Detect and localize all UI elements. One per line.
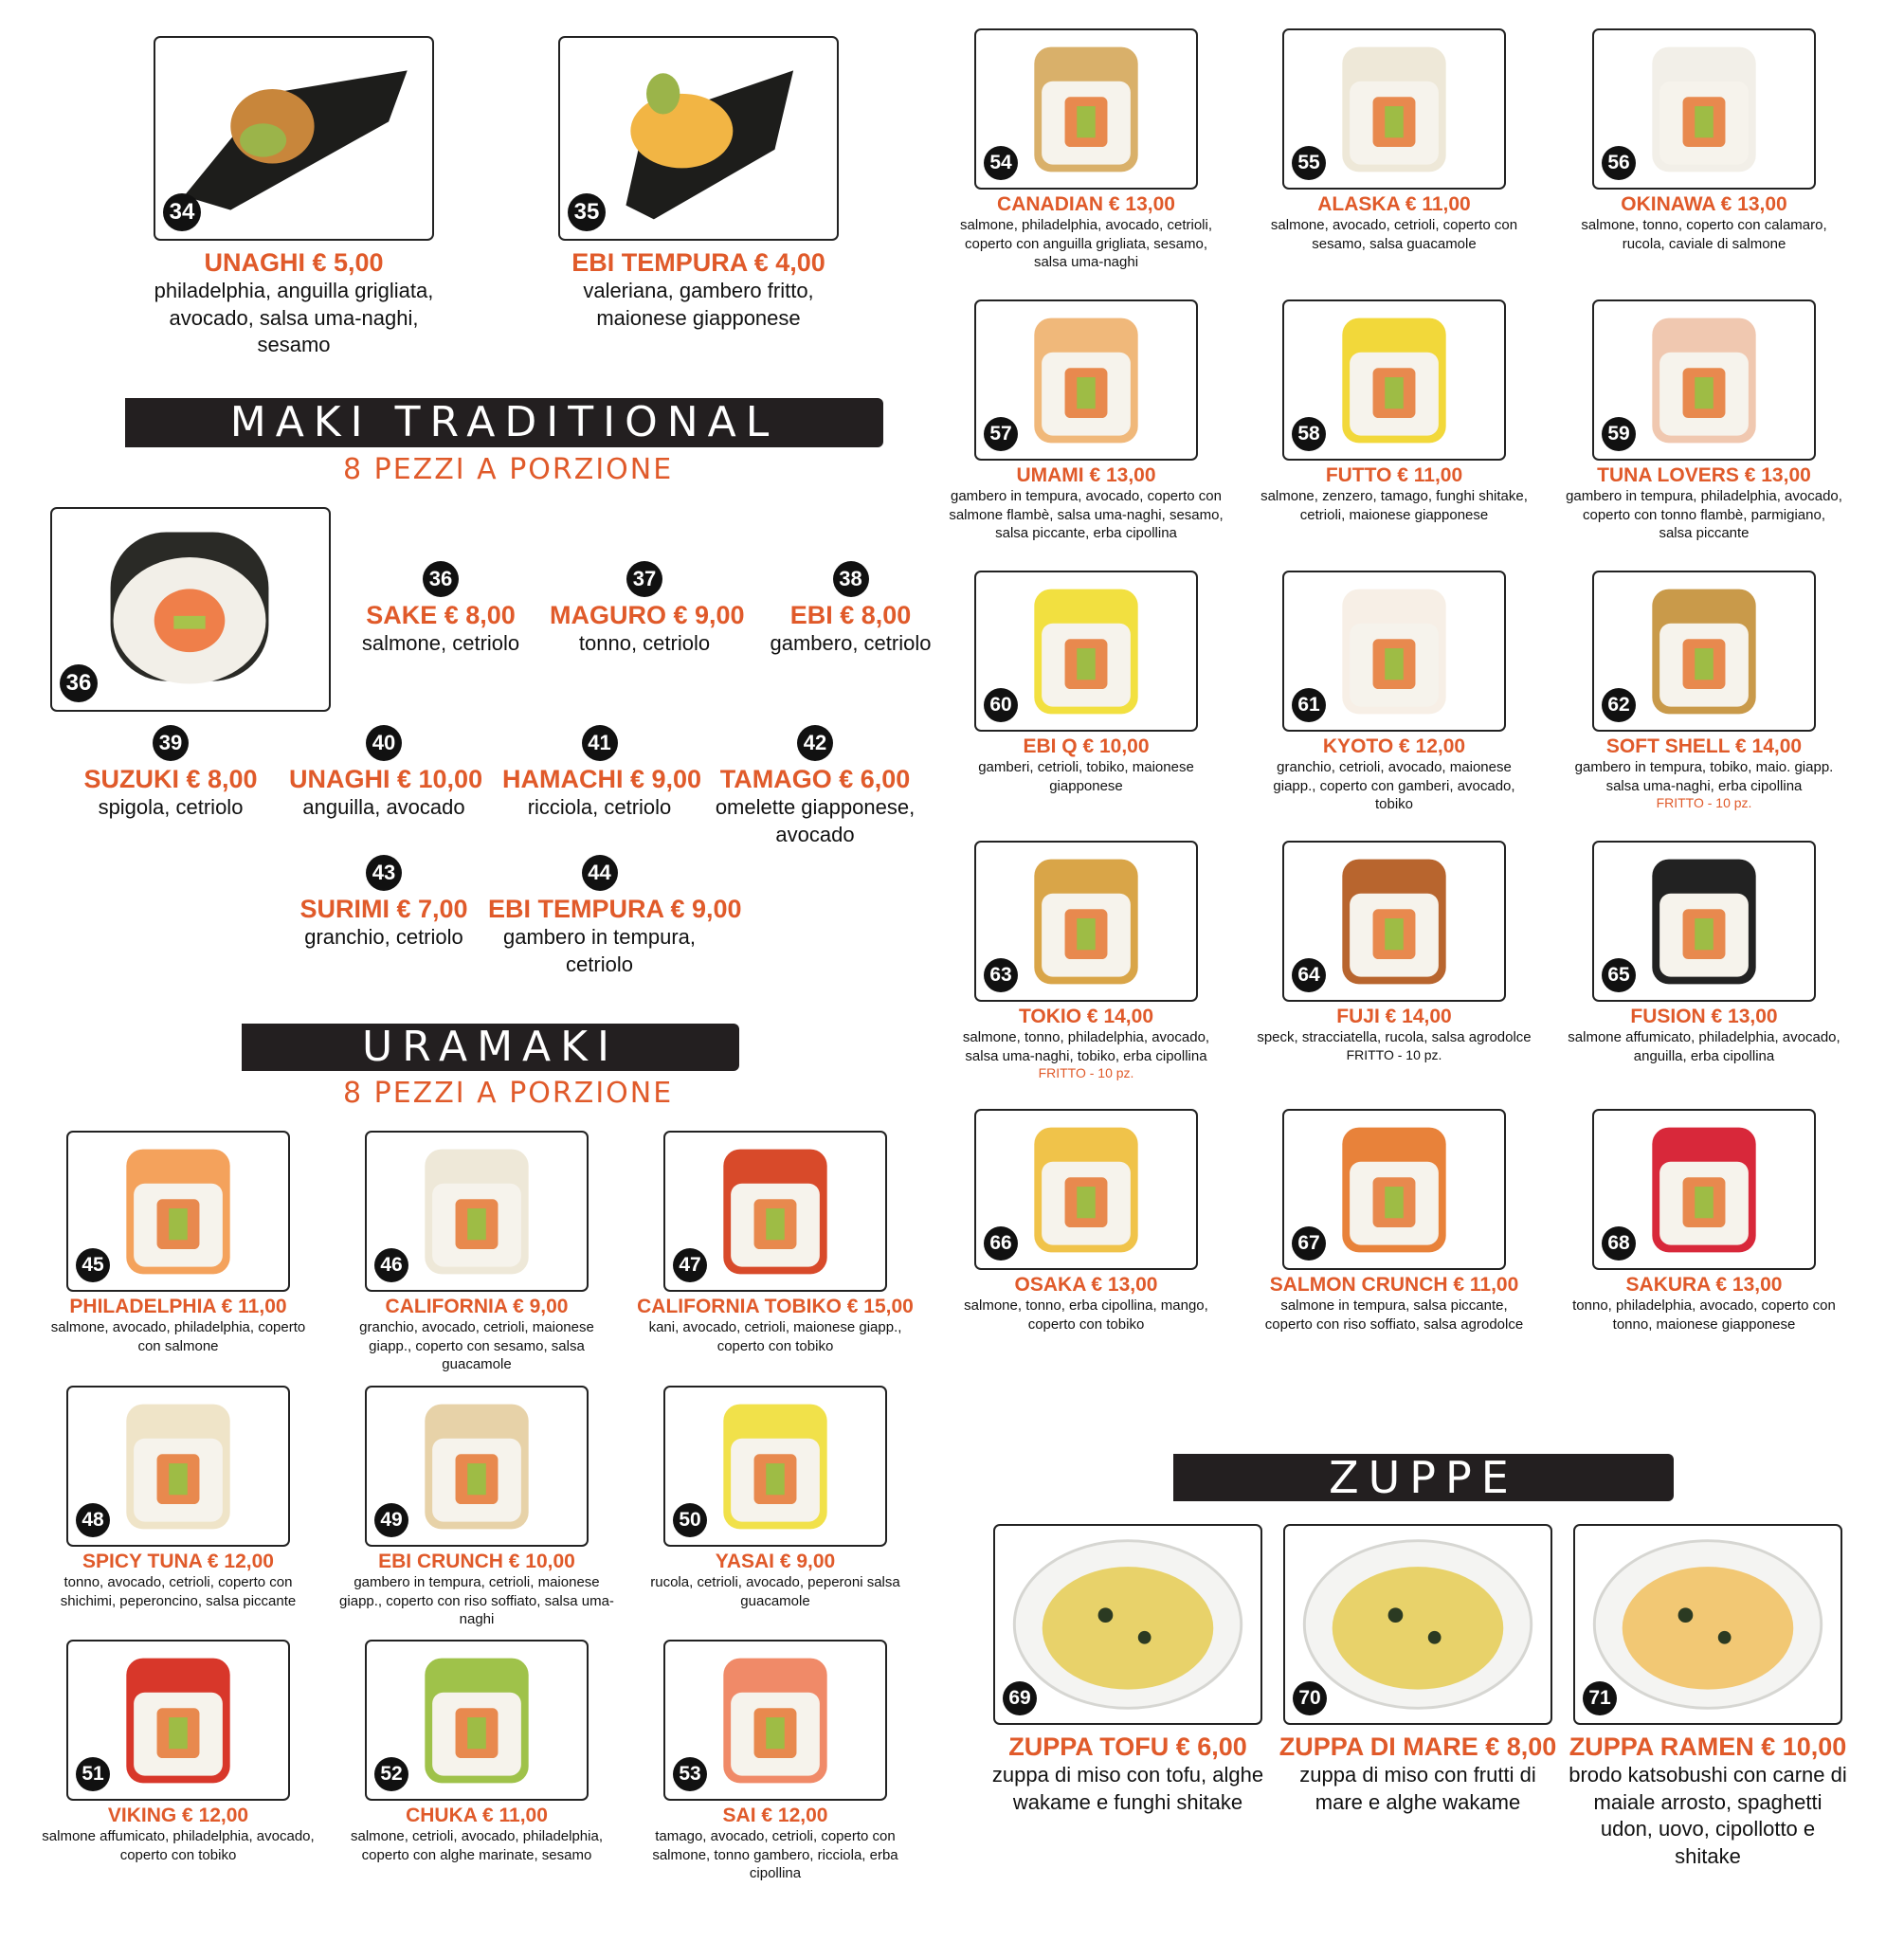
item-title: FUTTO € 11,00 [1325, 464, 1463, 486]
item-description: salmone, philadelphia, avocado, cetrioli, coperto con anguilla grigliata, sesamo, salsa uma-naghi [960, 217, 1212, 270]
item-description: zuppa di miso con frutti di mare e alghe wakame [1299, 1763, 1536, 1814]
item-description: brodo katsobushi con carne di maiale arrosto, spaghetti udon, uovo, cipollotto e shitake [1569, 1763, 1847, 1868]
item-number-badge: 56 [1602, 146, 1636, 180]
menu-item-42 [706, 725, 924, 848]
item-description: gamberi, cetrioli, tobiko, maionese giapponese [978, 759, 1194, 794]
item-title: ZUPPA TOFU € 6,00 [1008, 1732, 1247, 1761]
temaki-photo [558, 36, 839, 241]
maki-subheading: 8 PEZZI A PORZIONE [343, 453, 674, 486]
uramaki-photo [663, 1386, 887, 1547]
uramaki-photo [1592, 28, 1816, 190]
item-number-badge: 57 [984, 417, 1018, 451]
menu-item-34 [142, 36, 445, 359]
item-number-badge: 55 [1292, 146, 1326, 180]
uramaki-photo [365, 1386, 589, 1547]
uramaki-photo [663, 1640, 887, 1801]
uramaki-photo [1592, 299, 1816, 461]
menu-item-68 [1566, 1109, 1842, 1333]
item-description: valeriana, gambero fritto, maionese giapponese [583, 279, 814, 330]
fried-note: FRITTO - 10 pz. [1656, 795, 1752, 810]
uramaki-photo [66, 1131, 290, 1292]
item-number-badge: 70 [1293, 1681, 1327, 1715]
menu-item-57 [948, 299, 1224, 543]
menu-item-69 [988, 1524, 1268, 1816]
item-title: SAI € 12,00 [722, 1805, 828, 1826]
item-description: gambero in tempura, cetrioli, maionese giapp., coperto con riso soffiato, salsa uma-naghi [339, 1574, 614, 1627]
menu-item-55 [1256, 28, 1532, 253]
item-number-badge: 64 [1292, 958, 1326, 992]
menu-item-43 [289, 855, 479, 952]
item-number-badge: 45 [76, 1248, 110, 1282]
menu-item-44 [488, 855, 742, 978]
item-description: salmone, avocado, cetrioli, coperto con sesamo, salsa guacamole [1270, 217, 1518, 252]
menu-item-61 [1256, 571, 1532, 814]
item-number-badge: 67 [1292, 1226, 1326, 1261]
item-description: salmone affumicato, philadelphia, avocado, anguilla, erba cipollina [1568, 1029, 1841, 1064]
item-title: OKINAWA € 13,00 [1621, 193, 1787, 215]
item-description: salmone, cetrioli, avocado, philadelphia, coperto con alghe marinate, sesamo [351, 1828, 603, 1863]
menu-item-35 [542, 36, 855, 332]
uramaki-photo [365, 1131, 589, 1292]
item-description: philadelphia, anguilla grigliata, avocado, salsa uma-naghi, sesamo [154, 279, 434, 357]
menu-item-49 [338, 1386, 615, 1629]
item-description: granchio, cetrioli, avocado, maionese giapp., coperto con gamberi, avocado, tobiko [1273, 759, 1515, 812]
uramaki-photo [974, 28, 1198, 190]
item-title: OSAKA € 13,00 [1014, 1274, 1158, 1296]
item-title: UNAGHI € 5,00 [204, 248, 384, 277]
menu-item-51 [40, 1640, 317, 1864]
maki-photo [50, 507, 331, 712]
menu-item-45 [40, 1131, 317, 1355]
fried-note: FRITTO - 10 pz. [1346, 1046, 1442, 1062]
uramaki-photo [974, 299, 1198, 461]
item-number-badge: 49 [374, 1503, 408, 1537]
item-title: SUZUKI € 8,00 [83, 765, 258, 793]
uramaki-photo [1282, 28, 1506, 190]
uramaki-photo [1592, 1109, 1816, 1270]
item-title: CALIFORNIA TOBIKO € 15,00 [637, 1296, 914, 1317]
item-title: UMAMI € 13,00 [1016, 464, 1156, 486]
item-title: SPICY TUNA € 12,00 [82, 1551, 274, 1572]
item-description: gambero in tempura, tobiko, maio. giapp. salsa uma-naghi, erba cipollina [1574, 759, 1834, 794]
menu-item-37 [550, 561, 745, 658]
menu-item-54 [948, 28, 1224, 272]
soup-photo [1283, 1524, 1552, 1725]
zuppe-heading: ZUPPE [1173, 1454, 1674, 1501]
item-title: CANADIAN € 13,00 [997, 193, 1175, 215]
item-number-badge: 39 [153, 725, 189, 761]
item-number-badge: 51 [76, 1757, 110, 1791]
uramaki-photo [1282, 1109, 1506, 1270]
item-title: TOKIO € 14,00 [1018, 1006, 1154, 1027]
item-title: VIKING € 12,00 [107, 1805, 249, 1826]
item-description: tonno, philadelphia, avocado, coperto con tonno, maionese giapponese [1572, 1297, 1836, 1333]
item-number-badge: 41 [582, 725, 618, 761]
item-title: PHILADELPHIA € 11,00 [69, 1296, 287, 1317]
item-title: KYOTO € 12,00 [1322, 735, 1466, 757]
uramaki-photo [974, 1109, 1198, 1270]
item-number-badge: 59 [1602, 417, 1636, 451]
uramaki-photo [974, 571, 1198, 732]
item-number-badge: 47 [673, 1248, 707, 1282]
item-description: salmone, zenzero, tamago, funghi shitake, cetrioli, maionese giapponese [1260, 488, 1528, 523]
menu-item-39 [81, 725, 261, 822]
item-number-badge: 38 [833, 561, 869, 597]
menu-item-36 [355, 561, 526, 658]
item-description: gambero in tempura, avocado, coperto con salmone flambè, salsa uma-naghi, sesamo, salsa piccante, erba cipollina [949, 488, 1224, 541]
menu-item-66 [948, 1109, 1224, 1333]
item-description: salmone, tonno, erba cipollina, mango, coperto con tobiko [964, 1297, 1208, 1333]
menu-item-58 [1256, 299, 1532, 524]
uramaki-photo [66, 1640, 290, 1801]
item-number-badge: 43 [366, 855, 402, 891]
item-title: FUSION € 13,00 [1630, 1006, 1778, 1027]
uramaki-photo [1592, 841, 1816, 1002]
item-title: EBI Q € 10,00 [1023, 735, 1150, 757]
item-description: granchio, avocado, cetrioli, maionese giapp., coperto con sesamo, salsa guacamole [359, 1319, 594, 1372]
uramaki-photo [365, 1640, 589, 1801]
item-number-badge: 52 [374, 1757, 408, 1791]
item-number-badge: 46 [374, 1248, 408, 1282]
item-number-badge: 53 [673, 1757, 707, 1791]
item-description: omelette giapponese, avocado [715, 795, 916, 846]
uramaki-photo [1592, 571, 1816, 732]
menu-item-60 [948, 571, 1224, 795]
menu-item-56 [1566, 28, 1842, 253]
uramaki-subheading: 8 PEZZI A PORZIONE [343, 1077, 674, 1110]
menu-item-41 [502, 725, 702, 822]
item-description: ricciola, cetriolo [527, 795, 672, 819]
item-title: FUJI € 14,00 [1336, 1006, 1452, 1027]
item-title: TUNA LOVERS € 13,00 [1597, 464, 1811, 486]
uramaki-photo [1282, 571, 1506, 732]
item-description: salmone, avocado, philadelphia, coperto con salmone [50, 1319, 306, 1354]
item-number-badge: 34 [163, 193, 201, 231]
temaki-photo [154, 36, 434, 241]
item-title: SAKE € 8,00 [366, 601, 516, 629]
item-number-badge: 44 [582, 855, 618, 891]
item-number-badge: 63 [984, 958, 1018, 992]
uramaki-photo [663, 1131, 887, 1292]
fried-note: FRITTO - 10 pz. [1038, 1065, 1134, 1080]
item-description: tonno, cetriolo [578, 631, 711, 655]
item-description: tonno, avocado, cetrioli, coperto con shichimi, peperoncino, salsa piccante [60, 1574, 297, 1609]
item-title: ALASKA € 11,00 [1317, 193, 1471, 215]
item-title: ZUPPA RAMEN € 10,00 [1569, 1732, 1847, 1761]
uramaki-photo [1282, 299, 1506, 461]
item-description: gambero, cetriolo [770, 631, 932, 655]
menu-item-71 [1568, 1524, 1848, 1870]
item-description: gambero in tempura, cetriolo [503, 925, 696, 976]
item-description: salmone in tempura, salsa piccante, coperto con riso soffiato, salsa agrodolce [1264, 1297, 1524, 1333]
uramaki-heading: URAMAKI [242, 1024, 739, 1071]
item-title: CALIFORNIA € 9,00 [385, 1296, 569, 1317]
menu-item-59 [1566, 299, 1842, 543]
menu-item-47 [637, 1131, 914, 1355]
item-number-badge: 60 [984, 688, 1018, 722]
item-title: HAMACHI € 9,00 [502, 765, 702, 793]
item-number-badge: 71 [1583, 1681, 1617, 1715]
item-title: SAKURA € 13,00 [1625, 1274, 1783, 1296]
menu-item-53 [637, 1640, 914, 1883]
menu-item-46 [338, 1131, 615, 1374]
item-title: UNAGHI € 10,00 [289, 765, 483, 793]
item-title: EBI € 8,00 [789, 601, 912, 629]
menu-item-67 [1256, 1109, 1532, 1333]
item-description: granchio, cetriolo [304, 925, 463, 949]
uramaki-photo [66, 1386, 290, 1547]
item-title: SOFT SHELL € 14,00 [1605, 735, 1803, 757]
menu-item-63 [948, 841, 1224, 1080]
item-title: EBI TEMPURA € 9,00 [488, 895, 742, 923]
item-description: spigola, cetriolo [98, 795, 244, 819]
menu-item-48 [40, 1386, 317, 1610]
item-number-badge: 42 [797, 725, 833, 761]
item-title: YASAI € 9,00 [715, 1551, 836, 1572]
item-number-badge: 36 [423, 561, 459, 597]
item-number-badge: 36 [60, 664, 98, 702]
item-number-badge: 54 [984, 146, 1018, 180]
item-number-badge: 62 [1602, 688, 1636, 722]
menu-item-64 [1256, 841, 1532, 1062]
menu-item-38 [758, 561, 943, 658]
soup-photo [993, 1524, 1262, 1725]
item-description: kani, avocado, cetrioli, maionese giapp., coperto con tobiko [648, 1319, 902, 1354]
item-number-badge: 69 [1003, 1681, 1037, 1715]
item-title: SALMON CRUNCH € 11,00 [1269, 1274, 1519, 1296]
menu-item-62 [1566, 571, 1842, 810]
item-title: MAGURO € 9,00 [550, 601, 745, 629]
maki-heading: MAKI TRADITIONAL [125, 398, 883, 447]
item-title: EBI CRUNCH € 10,00 [378, 1551, 575, 1572]
item-number-badge: 65 [1602, 958, 1636, 992]
item-description: salmone, tonno, coperto con calamaro, rucola, caviale di salmone [1581, 217, 1827, 252]
item-title: ZUPPA DI MARE € 8,00 [1278, 1732, 1557, 1761]
item-number-badge: 68 [1602, 1226, 1636, 1261]
item-number-badge: 35 [568, 193, 606, 231]
item-description: anguilla, avocado [302, 795, 465, 819]
item-number-badge: 48 [76, 1503, 110, 1537]
menu-item-65 [1566, 841, 1842, 1065]
uramaki-photo [1282, 841, 1506, 1002]
item-number-badge: 40 [366, 725, 402, 761]
item-number-badge: 61 [1292, 688, 1326, 722]
item-title: TAMAGO € 6,00 [719, 765, 911, 793]
item-title: SURIMI € 7,00 [299, 895, 468, 923]
item-description: tamago, avocado, cetrioli, coperto con salmone, tonno gambero, ricciola, erba cipollina [652, 1828, 898, 1881]
item-number-badge: 50 [673, 1503, 707, 1537]
soup-photo [1573, 1524, 1842, 1725]
item-description: salmone affumicato, philadelphia, avocado, coperto con tobiko [42, 1828, 315, 1863]
menu-item-52 [338, 1640, 615, 1864]
item-description: speck, stracciatella, rucola, salsa agrodolce [1257, 1029, 1532, 1045]
item-description: rucola, cetrioli, avocado, peperoni salsa guacamole [650, 1574, 900, 1609]
item-description: zuppa di miso con tofu, alghe wakame e funghi shitake [991, 1763, 1264, 1814]
item-number-badge: 37 [626, 561, 662, 597]
menu-item-70 [1278, 1524, 1558, 1816]
item-description: salmone, cetriolo [361, 631, 520, 655]
item-description: salmone, tonno, philadelphia, avocado, salsa uma-naghi, tobiko, erba cipollina [962, 1029, 1210, 1064]
item-number-badge: 66 [984, 1226, 1018, 1261]
menu-item-50 [637, 1386, 914, 1610]
item-number-badge: 58 [1292, 417, 1326, 451]
item-title: EBI TEMPURA € 4,00 [571, 248, 825, 277]
item-title: CHUKA € 11,00 [406, 1805, 548, 1826]
item-description: gambero in tempura, philadelphia, avocado, coperto con tonno flambè, parmigiano, salsa piccante [1566, 488, 1842, 541]
menu-item-40 [289, 725, 483, 822]
uramaki-photo [974, 841, 1198, 1002]
